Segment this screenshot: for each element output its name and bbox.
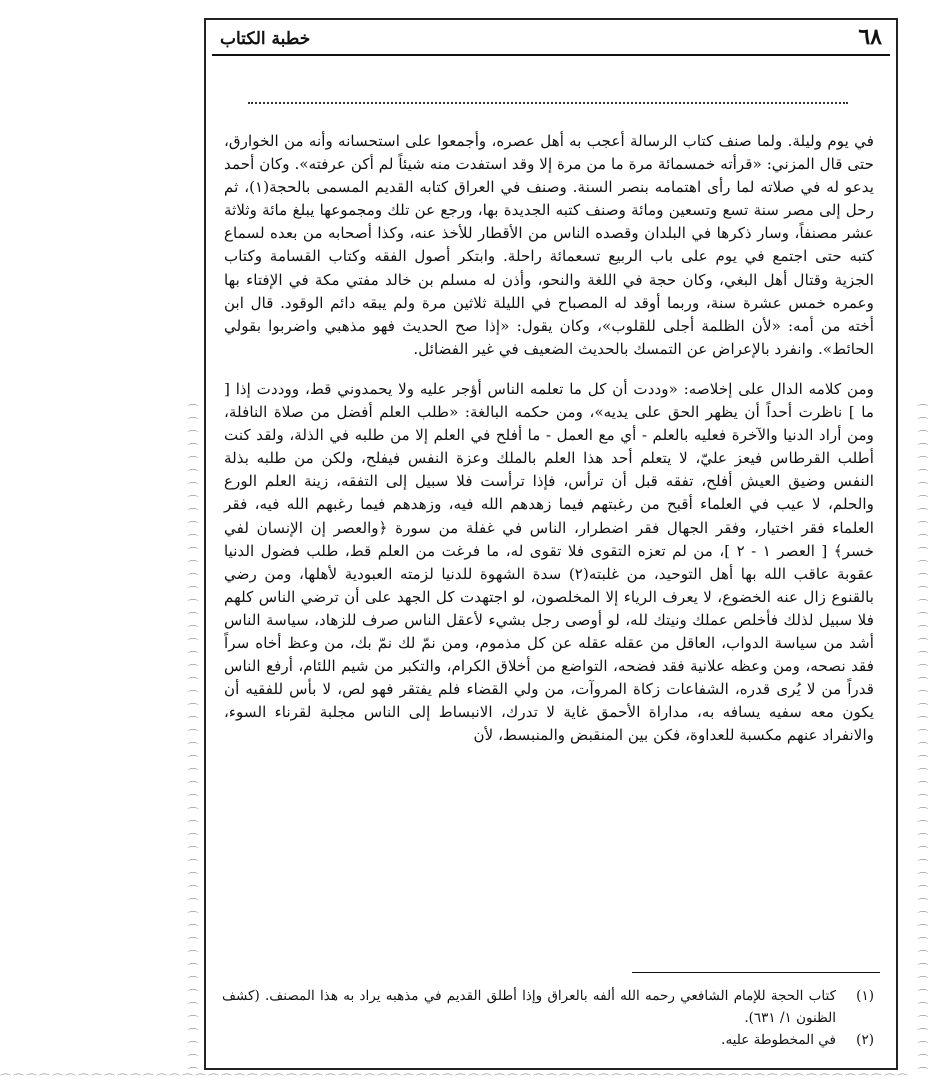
footnote-item — [222, 985, 874, 1029]
decorative-page-edge-right: ⌒⌒⌒⌒⌒⌒⌒⌒⌒⌒⌒⌒⌒⌒⌒⌒⌒⌒⌒⌒⌒⌒⌒⌒⌒⌒⌒⌒⌒⌒⌒⌒⌒⌒⌒⌒⌒⌒⌒⌒⌒⌒⌒⌒⌒⌒⌒⌒⌒⌒⌒⌒ — [916, 404, 929, 1080]
footnote-number: (٢) — [856, 1032, 874, 1048]
footnotes — [222, 985, 874, 1051]
footnote-item — [222, 1029, 874, 1051]
dotted-separator — [248, 86, 848, 104]
footnote-divider — [632, 972, 880, 973]
footnote-text: كتاب الحجة للإمام الشافعي رحمه الله ألفه بالعراق وإذا أطلق القديم في مذهبه يراد به هذا المصنف. (كشف الظنون ١/ ٦٣١). — [222, 988, 836, 1026]
footnote-text: في المخطوطة عليه. — [721, 1032, 836, 1048]
decorative-page-edge-left: ⌒⌒⌒⌒⌒⌒⌒⌒⌒⌒⌒⌒⌒⌒⌒⌒⌒⌒⌒⌒⌒⌒⌒⌒⌒⌒⌒⌒⌒⌒⌒⌒⌒⌒⌒⌒⌒⌒⌒⌒⌒⌒⌒⌒⌒⌒⌒⌒⌒⌒⌒⌒ — [186, 404, 199, 1080]
decorative-page-edge-bottom: ⌒⌒⌒⌒⌒⌒⌒⌒⌒⌒⌒⌒⌒⌒⌒⌒⌒⌒⌒⌒⌒⌒⌒⌒⌒⌒⌒⌒⌒⌒⌒⌒⌒⌒⌒⌒⌒⌒⌒⌒⌒⌒⌒⌒⌒⌒⌒⌒⌒⌒⌒⌒⌒⌒⌒⌒⌒⌒⌒⌒⌒⌒⌒⌒⌒⌒⌒⌒⌒⌒ — [0, 1073, 910, 1086]
running-title: خطبة الكتاب — [220, 29, 311, 49]
footnote-number: (١) — [856, 988, 874, 1004]
paragraph-sayings: ومن كلامه الدال على إخلاصه: «وددت أن كل ما تعلمه الناس أؤجر عليه ولا يحمدوني قط، ووددت إذا [ ما ] ناظرت أحداً أن يظهر الحق على يديه»، ومن حكمه البالغة: «طلب العلم أفضل من صلاة النافلة، ومن أراد الدنيا والآخرة فعليه بالعلم - أي مع العمل - ما أفلح في العلم إلا من طلبه في الذلة، ولقد كنت أطلب القرطاس فيعز عليّ، لا يتعلم أحد هذا العلم بالملك وعزة النفس فيفلح، ولكن من طلبه بذلة النفس وضيق العيش أفلح، تفقه قبل أن ترأس، فإذا ترأست فلا سبيل إلى التفقه، زينة العلم الورع والحلم، لا عيب في العلماء أقبح من رغبتهم فيما زهدهم الله فيه، وزهدهم فيما رغبهم الله فيه، فقر العلماء فقر اختيار، وفقر الجهال فقر اضطرار، الناس في غفلة من سورة ﴿والعصر إن الإنسان لفي خسر﴾ [ العصر ١ - ٢ ]، من لم تعزه التقوى فلا تقوى له، ما فرغت من العلم قط، طلب فضول الدنيا عقوبة عاقب الله بها أهل التوحيد، من غلبته(٢) سدة الشهوة للدنيا لزمته العبودية لأهلها، ومن رضي بالقنوع زال عنه الخضوع، لا يعرف الرياء إلا المخلصون، لو اجتهدت كل الجهد على أن ترضي الناس كلهم فلا سبيل لذلك فأخلص عملك ونيتك لله، لو أوصى رجل بشيء لأعقل الناس صرف للزهاد، سياسة الناس أشد من سياسة الدواب، العاقل من عقله عقله عن كل مذموم، ومن نمّ لك نمّ بك، من وعظ أخاه سراً فقد نصحه، ومن وعظه علانية فقد فضحه، التواضع من أخلاق الكرام، والتكبر من شيم اللئام، أرفع الناس قدراً من لا يُرى قدره، الشفاعات زكاة المروآت، من ولي القضاء فلم يفتقر فهو لص، لا بأس للفقيه أن يكون معه سفيه يسافه به، مداراة الأحمق غاية لا تدرك، الانبساط إلى الناس مجلبة لقرناء السوء، والانفراد عنهم مكسبة للعداوة، فكن بين المنقبض والمنبسط، لأن — [224, 379, 874, 745]
page-number: ٦٨ — [858, 24, 882, 50]
paragraph-biography: في يوم وليلة. ولما صنف كتاب الرسالة أعجب به أهل عصره، وأجمعوا على استحسانه وأنه من الخوارق، حتى قال المزني: «قرأته خمسمائة مرة ما من مرة إلا وقد استفدت منه شيئاً لم أكن عرفته». وكان أحمد يدعو له في صلاته لما رأى اهتمامه بنصر السنة. وصنف في العراق كتابه القديم المسمى بالحجة(١)، ثم رحل إلى مصر سنة تسع وتسعين ومائة وصنف كتبه الجديدة بها، ورجع عن تلك ومجموعها يبلغ مائة وثلاثة عشر مصنفاً، وسار ذكرها في البلدان وقصده الناس من الأقطار للأخذ عنه، وكذا أصحابه من بعده لسماع كتبه حتى اجتمع في يوم على باب الربيع تسعمائة راحلة. وابتكر أصول الفقه وكتاب القسامة وكتاب الجزية وقتال أهل البغي، وكان حجة في اللغة والنحو، وأذن له مسلم بن خالد مفتي مكة في الإفتاء بها وعمره خمس عشرة سنة، وربما أوقد له المصباح في الليلة ثلاثين مرة ولم يبقه دائم الوقود. قال ابن أخته من أمه: «لأن الظلمة أجلى للقلوب»، وكان يقول: «إذا صح الحديث فهو مذهبي واضربوا بقولي الحائط». وانفرد بالإعراض عن التمسك بالحديث الضعيف في غير الفضائل. — [224, 132, 874, 358]
main-text — [224, 130, 874, 747]
paragraph-spacing — [224, 361, 874, 378]
page-header — [212, 20, 890, 56]
